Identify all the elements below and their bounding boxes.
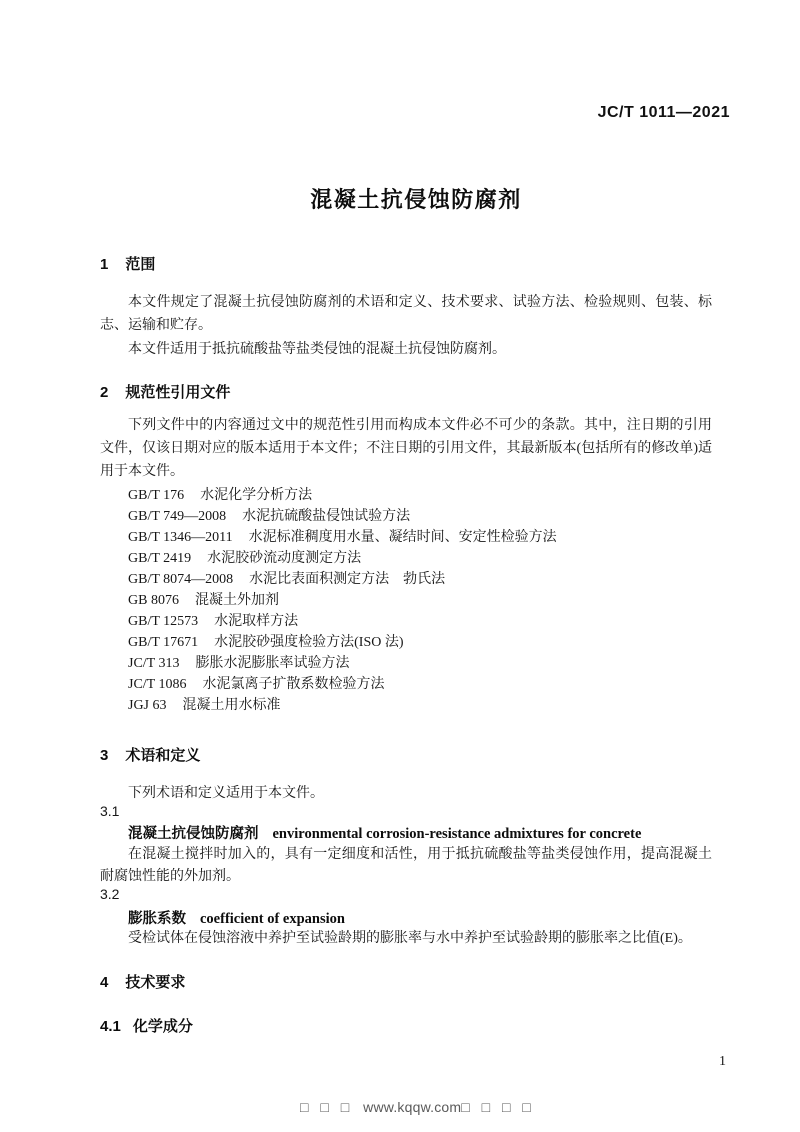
reference-code: JC/T 1086: [128, 677, 187, 692]
reference-item: [128, 569, 712, 590]
reference-code: JC/T 313: [128, 656, 180, 671]
normative-references-list: [128, 485, 712, 716]
reference-code: GB/T 176: [128, 488, 185, 503]
reference-code: GB/T 17671: [128, 635, 199, 650]
footer-watermark: [300, 1099, 535, 1115]
reference-title: 膨胀水泥膨胀率试验方法: [195, 656, 350, 671]
reference-code: GB/T 749—2008: [128, 509, 227, 524]
reference-code: GB 8076: [128, 593, 179, 608]
reference-title: 水泥化学分析方法: [200, 488, 313, 503]
reference-item: [128, 527, 712, 548]
section-3-title: 术语和定义: [125, 747, 201, 764]
reference-item: [128, 485, 712, 506]
standard-number: JC/T 1011—2021: [597, 104, 730, 121]
section-2-heading: [100, 381, 712, 402]
reference-item: [128, 695, 712, 716]
reference-code: JGJ 63: [128, 698, 167, 713]
section-4-1-heading: [100, 1015, 712, 1036]
term-1-english: environmental corrosion-resistance admixtures for concrete: [272, 826, 642, 842]
reference-title: 水泥比表面积测定方法 勃氏法: [249, 572, 446, 587]
section-1-title: 范围: [125, 256, 156, 273]
term-2-line: [128, 907, 712, 928]
footer-url: www.kqqw.com: [363, 1099, 462, 1115]
term-1-number: 3.1: [100, 803, 120, 819]
section-4-1-title: 化学成分: [132, 1018, 193, 1035]
references-intro-paragraph: 下列文件中的内容通过文中的规范性引用而构成本文件必不可少的条款。其中，注日期的引用文件，仅该日期对应的版本适用于本文件；不注日期的引用文件，其最新版本(包括所有的修改单)适用于本文件。: [100, 418, 712, 479]
reference-title: 水泥取样方法: [214, 614, 299, 629]
reference-code: GB/T 1346—2011: [128, 530, 233, 545]
section-2-title: 规范性引用文件: [125, 384, 231, 401]
term-2-number: 3.2: [100, 886, 120, 902]
section-3-number: 3: [100, 747, 109, 764]
document-title: 混凝土抗侵蚀防腐剂: [310, 187, 522, 212]
reference-code: GB/T 12573: [128, 614, 199, 629]
reference-title: 水泥氯离子扩散系数检验方法: [202, 677, 385, 692]
term-1-definition: 在混凝土搅拌时加入的，具有一定细度和活性，用于抵抗硫酸盐等盐类侵蚀作用，提高混凝土耐腐蚀性能的外加剂。: [100, 847, 712, 884]
section-1-number: 1: [100, 256, 109, 273]
reference-item: [128, 611, 712, 632]
section-4-1-number: 4.1: [100, 1018, 121, 1035]
reference-item: [128, 674, 712, 695]
scope-paragraph-1: 本文件规定了混凝土抗侵蚀防腐剂的术语和定义、技术要求、试验方法、检验规则、包装、标志、运输和贮存。: [100, 295, 712, 333]
section-3-heading: [100, 744, 712, 765]
scope-paragraph-2: 本文件适用于抵抗硫酸盐等盐类侵蚀的混凝土抗侵蚀防腐剂。: [128, 342, 506, 357]
section-1-heading: [100, 253, 712, 274]
reference-item: [128, 653, 712, 674]
reference-title: 水泥标准稠度用水量、凝结时间、安定性检验方法: [248, 530, 557, 545]
section-2-number: 2: [100, 384, 109, 401]
term-1-chinese: 混凝土抗侵蚀防腐剂: [128, 826, 259, 842]
reference-title: 水泥抗硫酸盐侵蚀试验方法: [242, 509, 411, 524]
reference-code: GB/T 2419: [128, 551, 192, 566]
term-2-definition: 受检试体在侵蚀溶液中养护至试验龄期的膨胀率与水中养护至试验龄期的膨胀率之比值(E)。: [128, 931, 692, 946]
reference-item: [128, 548, 712, 569]
reference-title: 混凝土用水标准: [182, 698, 281, 713]
reference-title: 水泥胶砂强度检验方法(ISO 法): [214, 635, 404, 650]
reference-title: 混凝土外加剂: [194, 593, 279, 608]
section-4-title: 技术要求: [125, 974, 186, 991]
reference-item: [128, 632, 712, 653]
term-1-line: [128, 822, 712, 843]
footer-missing-glyphs-right: □ □ □ □: [461, 1099, 535, 1115]
footer-missing-glyphs-left: □ □ □: [300, 1099, 354, 1115]
reference-item: [128, 590, 712, 611]
page-number: 1: [719, 1054, 726, 1069]
section-4-heading: [100, 971, 712, 992]
reference-item: [128, 506, 712, 527]
section-4-number: 4: [100, 974, 109, 991]
term-2-english: coefficient of expansion: [200, 911, 345, 927]
reference-title: 水泥胶砂流动度测定方法: [207, 551, 362, 566]
reference-code: GB/T 8074—2008: [128, 572, 234, 587]
term-2-chinese: 膨胀系数: [128, 911, 186, 927]
terms-intro-paragraph: 下列术语和定义适用于本文件。: [128, 786, 324, 801]
